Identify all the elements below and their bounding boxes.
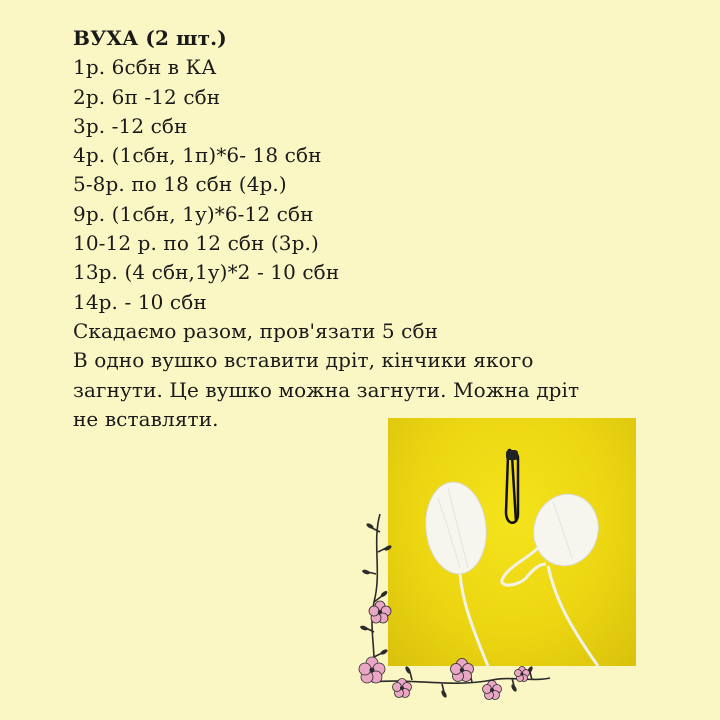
flower-icon — [359, 657, 385, 683]
ears-photo — [388, 418, 636, 666]
flower-icon — [393, 679, 412, 698]
instruction-line: В одно вушко вставити дріт, кінчики якого — [73, 348, 534, 373]
pattern-row: 3р. -12 сбн — [73, 113, 188, 138]
pattern-text — [73, 24, 673, 434]
ears-photo-drawing — [388, 418, 636, 666]
vine-left — [366, 514, 386, 682]
instruction-line: Скадаємо разом, пров'язати 5 сбн — [73, 318, 439, 343]
flower-icon — [515, 667, 530, 682]
pattern-row: 1р. 6сбн в КА — [73, 55, 217, 80]
instruction-line: не вставляти. — [73, 406, 219, 431]
pattern-row: 2р. 6п -12 сбн — [73, 84, 221, 109]
left-ear-icon — [421, 479, 490, 666]
pattern-row: 13р. (4 сбн,1у)*2 - 10 сбн — [73, 260, 340, 285]
pattern-title: ВУХА (2 шт.) — [73, 26, 227, 50]
pattern-row: 10-12 р. по 12 сбн (3р.) — [73, 231, 319, 256]
flower-icon — [483, 681, 502, 700]
pattern-row: 9р. (1сбн, 1у)*6-12 сбн — [73, 201, 314, 226]
pattern-row: 5-8р. по 18 сбн (4р.) — [73, 172, 287, 197]
safety-pin-icon — [506, 450, 518, 523]
vine-bottom — [372, 672, 550, 692]
pattern-row: 14р. - 10 сбн — [73, 289, 207, 314]
pattern-row: 4р. (1сбн, 1п)*6- 18 сбн — [73, 143, 322, 168]
instruction-line: загнути. Це вушко можна загнути. Можна дріт — [73, 377, 580, 402]
